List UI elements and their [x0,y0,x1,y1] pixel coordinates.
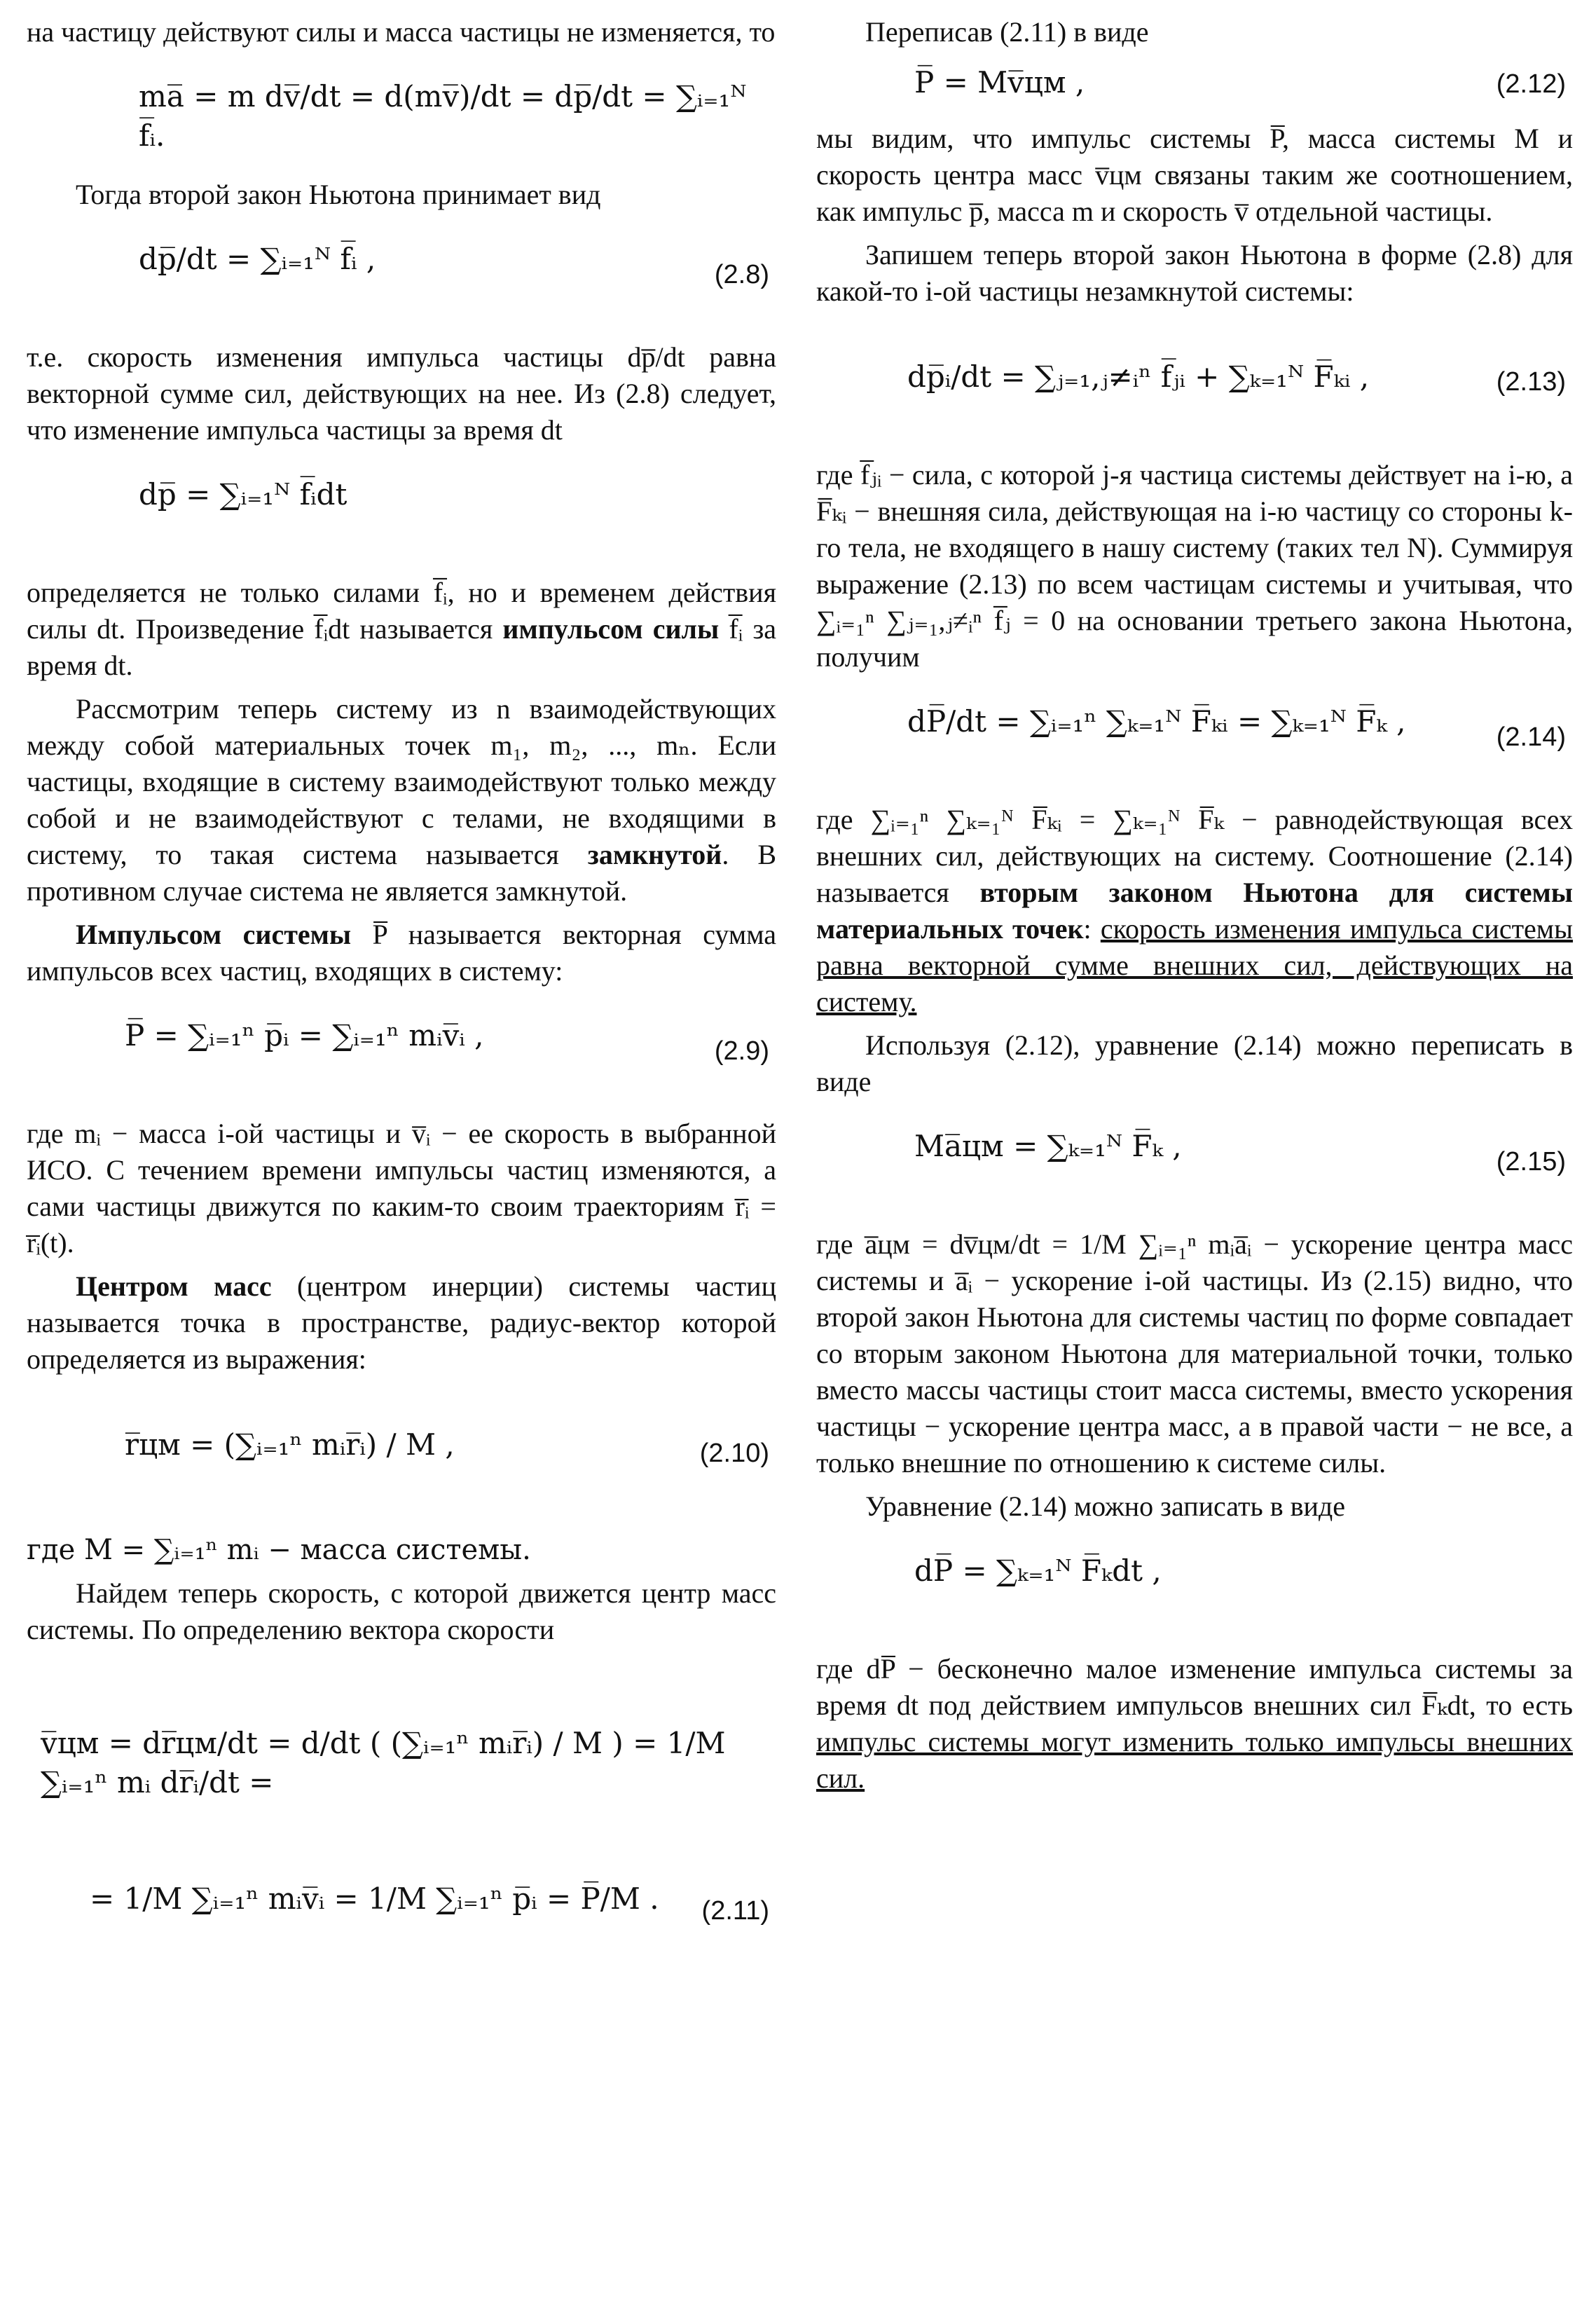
equation-number: (2.15) [1496,1147,1566,1177]
equation-expression: dp̅/dt = ∑ᵢ₌₁ᴺ f̅ᵢ , [139,242,376,276]
text: (центром инерции) системы частиц называется точка в пространстве, радиус-вектор которой определяется из выражения: [27,1270,776,1375]
equation-expression: dp̅ = ∑ᵢ₌₁ᴺ f̅ᵢdt [139,477,348,512]
equation-expression: dP̅ = ∑ₖ₌₁ᴺ F̅ₖdt , [914,1554,1162,1588]
equation-2-8 [27,226,776,324]
term-bold: вторым законом Ньютона для системы материальных точек [816,877,1573,945]
left-column [27,14,776,1979]
equation-expression: Ma̅цм = ∑ₖ₌₁ᴺ F̅ₖ , [914,1129,1182,1163]
equation-2-12 [816,63,1573,105]
equation-number: (2.11) [701,1896,769,1926]
equation-expression: = 1/M ∑ᵢ₌₁ⁿ mᵢv̅ᵢ = 1/M ∑ᵢ₌₁ⁿ p̅ᵢ = P̅/M . [90,1881,659,1916]
text: где dP̅ − бесконечно малое изменение импульса системы за время dt под действием импульсов внешних сил F̅ₖdt, то есть [816,1653,1573,1721]
text-underlined: импульс системы могут изменить только импульсы внешних сил. [816,1726,1573,1794]
text-underlined: скорость изменения импульса системы равна векторной сумме внешних сил, действующих на систему. [816,913,1573,1017]
paragraph: где M = ∑ᵢ₌₁ⁿ mᵢ − масса системы. [27,1534,531,1566]
paragraph: где a̅цм = dv̅цм/dt = 1/M ∑ᵢ₌₁ⁿ mᵢa̅ᵢ − ускорение центра масс системы и a̅ᵢ − ускорение i-ой частицы. Из (2.15) видно, что второй закон Ньютона для системы частиц по форме совпадает со вторым законом Ньютона для материальной точки, только вместо массы частицы стоит масса системы, вместо ускорения частицы − ускорение центра масс, а в правой части − не все, а только внешние по отношению к системе силы. [816,1228,1573,1479]
equation-2-14 [816,688,1573,786]
equation-number: (2.13) [1496,367,1566,397]
term-bold: Импульсом системы [76,919,352,950]
paragraph [816,1651,1573,1797]
text: Рассмотрим теперь систему из n взаимодействующих между собой материальных точек m₁, m₂, ..., mₙ. Если частицы, входящие в систему взаимодействуют только между собой и не взаимодействуют с телами, не входящими в систему, то такая система называется [27,693,776,870]
text: определяется не только силами f̅ᵢ, но и временем действия силы dt. Произведение f̅ᵢdt называется [27,577,776,645]
paragraph: где f̅ⱼᵢ − сила, с которой j-я частица системы действует на i-ю, а F̅ₖᵢ − внешняя сила, действующая на i-ю частицу со стороны k-го тела, не входящего в нашу систему (таких тел N). Суммируя выражение (2.13) по всем частицам системы и учитывая, что ∑ᵢ₌₁ⁿ ∑ⱼ₌₁,ⱼ≠ᵢⁿ f̅ⱼ = 0 на основании третьего закона Ньютона, получим [816,459,1573,673]
equation-expression: dP̅/dt = ∑ᵢ₌₁ⁿ ∑ₖ₌₁ᴺ F̅ₖᵢ = ∑ₖ₌₁ᴺ F̅ₖ , [907,704,1406,739]
equation-dP [816,1537,1573,1635]
equation-expression: v̅цм = dr̅цм/dt = d/dt ( (∑ᵢ₌₁ⁿ mᵢr̅ᵢ) / M ) = 1/M ∑ᵢ₌₁ⁿ mᵢ dr̅ᵢ/dt = [41,1726,726,1799]
equation-expression: dp̅ᵢ/dt = ∑ⱼ₌₁,ⱼ≠ᵢⁿ f̅ⱼᵢ + ∑ₖ₌₁ᴺ F̅ₖᵢ , [907,359,1370,394]
equation-expression: P̅ = Mv̅цм , [914,65,1085,100]
text: : [1083,913,1101,945]
equation-expression: ma̅ = m dv̅/dt = d(mv̅)/dt = dp̅/dt = ∑ᵢ₌₁ᴺ f̅ᵢ. [139,79,747,153]
paragraph: Найдем теперь скорость, с которой движется центр масс системы. По определению вектора скорости [27,1577,776,1645]
equation-2-11-line-2 [27,1858,776,1963]
right-column [816,14,1573,1804]
equation-2-9 [27,1002,776,1100]
equation-2-10 [27,1390,776,1516]
equation-expression: P̅ = ∑ᵢ₌₁ⁿ p̅ᵢ = ∑ᵢ₌₁ⁿ mᵢv̅ᵢ , [125,1018,484,1052]
paragraph: Уравнение (2.14) можно записать в виде [865,1490,1345,1522]
paragraph: Запишем теперь второй закон Ньютона в форме (2.8) для какой-то i-ой частицы незамкнутой системы: [816,239,1573,307]
equation-number: (2.12) [1496,69,1566,99]
text: где ∑ᵢ₌₁ⁿ ∑ₖ₌₁ᴺ F̅ₖᵢ = ∑ₖ₌₁ᴺ F̅ₖ − равнодействующая всех внешних сил, действующих на систему. Соотношение (2.14) называется [816,804,1573,908]
paragraph: т.е. скорость изменения импульса частицы dp̅/dt равна векторной сумме сил, действующих на нее. Из (2.8) следует, что изменение импульса частицы за время dt [27,341,776,446]
equation-2-15 [816,1113,1573,1211]
text: P̅ называется векторная сумма импульсов всех частиц, входящих в систему: [27,919,776,987]
paragraph: на частицу действуют силы и масса частицы не изменяется, то [27,16,776,48]
paragraph [27,691,776,910]
equation-2-13 [816,322,1573,441]
text: f̅ᵢ за время dt. [27,613,776,681]
paragraph: Используя (2.12), уравнение (2.14) можно переписать в виде [816,1029,1573,1097]
term-bold: импульсом силы [502,613,720,645]
equation-dp [27,461,776,559]
equation-expression: r̅цм = (∑ᵢ₌₁ⁿ mᵢr̅ᵢ) / M , [125,1427,455,1462]
paragraph [27,1268,776,1378]
paragraph: Переписав (2.11) в виде [865,16,1149,48]
equation-number: (2.9) [714,1036,769,1066]
equation-number: (2.10) [699,1439,769,1468]
paragraph [816,802,1573,1020]
equation-number: (2.14) [1496,722,1566,752]
term-bold: Центром масс [76,1270,272,1302]
equation-2-11-line-1 [27,1661,776,1843]
text: . В противном случае система не является замкнутой. [27,839,776,907]
paragraph: где mᵢ − масса i-ой частицы и v̅ᵢ − ее скорость в выбранной ИСО. С течением времени импульсы частиц изменяются, а сами частицы движутся по каким-то своим траекториям r̅ᵢ = r̅ᵢ(t). [27,1118,776,1259]
equation-number: (2.8) [714,260,769,289]
term-bold: замкнутой [587,839,722,870]
equation-newton-derivation [27,63,776,161]
paragraph [27,917,776,989]
paragraph [27,575,776,684]
paragraph: мы видим, что импульс системы P̅, масса системы M и скорость центра масс v̅цм связаны таким же соотношением, как импульс p̅, масса m и скорость v̅ отдельной частицы. [816,123,1573,227]
paragraph: Тогда второй закон Ньютона принимает вид [76,179,601,210]
